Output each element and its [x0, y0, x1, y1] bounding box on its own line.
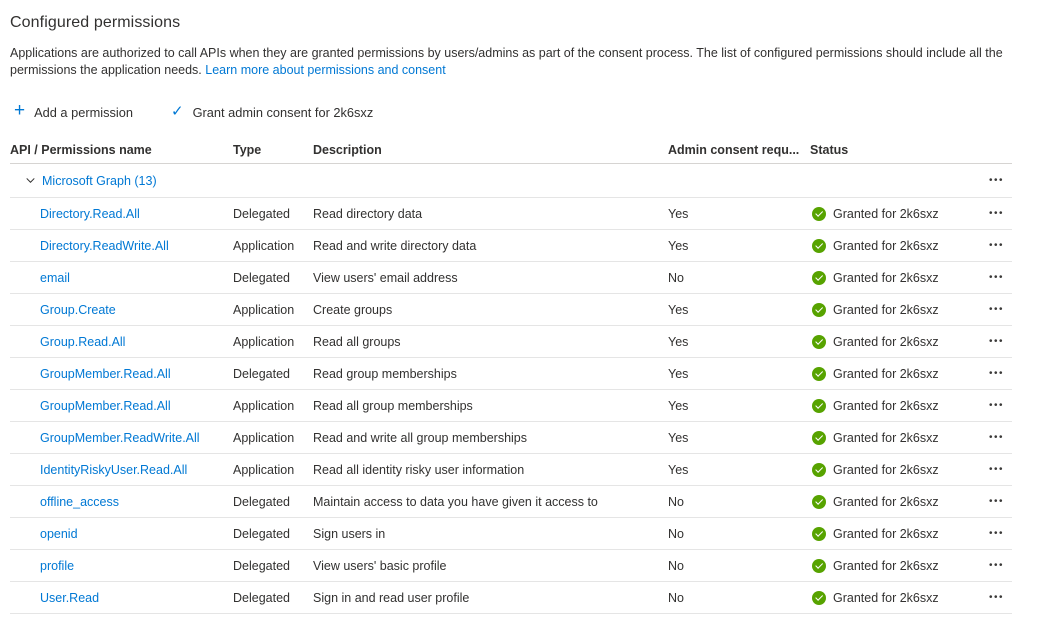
row-context-menu-button[interactable]: •••: [987, 430, 1006, 446]
admin-consent-required-value: Yes: [668, 334, 689, 349]
row-context-menu-button[interactable]: •••: [987, 398, 1006, 414]
permission-type: Application: [233, 430, 295, 445]
granted-check-icon: [812, 591, 826, 605]
admin-consent-required-value: Yes: [668, 398, 689, 413]
permission-status: [810, 559, 975, 573]
table-header-row: [10, 136, 1012, 164]
row-context-menu-button[interactable]: •••: [987, 558, 1006, 574]
table-row: [10, 390, 1012, 422]
permission-description: Maintain access to data you have given it access to: [313, 494, 598, 509]
status-text: Granted for 2k6sxz: [833, 398, 939, 413]
toolbar: [10, 100, 1047, 124]
row-context-menu-button[interactable]: •••: [987, 590, 1006, 606]
admin-consent-required-value: No: [668, 558, 684, 573]
page-description: [10, 45, 1010, 79]
table-row: [10, 454, 1012, 486]
permission-status: [810, 527, 975, 541]
row-context-menu-button[interactable]: •••: [987, 526, 1006, 542]
permission-name-link[interactable]: profile: [40, 558, 75, 573]
permission-type: Delegated: [233, 526, 290, 541]
admin-consent-required-value: Yes: [668, 238, 689, 253]
page-description-text: Applications are authorized to call APIs when they are granted permissions by users/admins as part of the consent process. The list of configured permissions should include all the permissions the application needs.: [10, 46, 1003, 77]
permission-type: Delegated: [233, 366, 290, 381]
table-row: [10, 518, 1012, 550]
table-row: [10, 198, 1012, 230]
permission-status: [810, 463, 975, 477]
granted-check-icon: [812, 463, 826, 477]
permission-status: [810, 399, 975, 413]
permission-type: Delegated: [233, 270, 290, 285]
api-group-row[interactable]: [10, 164, 1012, 198]
permission-description: Read all group memberships: [313, 398, 473, 413]
status-text: Granted for 2k6sxz: [833, 526, 939, 541]
permission-name-link[interactable]: email: [40, 270, 70, 285]
permission-name-link[interactable]: Directory.Read.All: [40, 206, 140, 221]
permission-name-link[interactable]: IdentityRiskyUser.Read.All: [40, 462, 188, 477]
permission-type: Application: [233, 302, 295, 317]
table-row: [10, 358, 1012, 390]
permission-status: [810, 431, 975, 445]
permission-name-link[interactable]: GroupMember.Read.All: [40, 398, 171, 413]
permission-type: Delegated: [233, 558, 290, 573]
permission-status: [810, 495, 975, 509]
table-row: [10, 294, 1012, 326]
admin-consent-required-value: Yes: [668, 462, 689, 477]
granted-check-icon: [812, 495, 826, 509]
column-header-admin-consent-required: Admin consent requ...: [668, 142, 800, 157]
permission-name-link[interactable]: Directory.ReadWrite.All: [40, 238, 169, 253]
chevron-down-icon[interactable]: [24, 174, 37, 187]
table-row: [10, 486, 1012, 518]
status-text: Granted for 2k6sxz: [833, 366, 939, 381]
permission-description: Read and write directory data: [313, 238, 477, 253]
plus-icon: +: [14, 100, 26, 121]
permission-type: Application: [233, 398, 295, 413]
granted-check-icon: [812, 239, 826, 253]
api-group-link[interactable]: Microsoft Graph (13): [42, 173, 157, 188]
granted-check-icon: [812, 335, 826, 349]
admin-consent-required-value: Yes: [668, 206, 689, 221]
status-text: Granted for 2k6sxz: [833, 462, 939, 477]
granted-check-icon: [812, 559, 826, 573]
status-text: Granted for 2k6sxz: [833, 558, 939, 573]
granted-check-icon: [812, 431, 826, 445]
row-context-menu-button[interactable]: •••: [987, 462, 1006, 478]
permission-status: [810, 239, 975, 253]
permission-status: [810, 335, 975, 349]
permission-description: View users' email address: [313, 270, 458, 285]
page-title: Configured permissions: [10, 14, 181, 31]
permission-description: Create groups: [313, 302, 393, 317]
permission-description: Read group memberships: [313, 366, 457, 381]
grant-admin-consent-label: Grant admin consent for 2k6sxz: [192, 104, 374, 120]
permission-description: View users' basic profile: [313, 558, 447, 573]
permission-name-link[interactable]: openid: [40, 526, 78, 541]
table-row: [10, 230, 1012, 262]
permission-description: Read all groups: [313, 334, 401, 349]
permission-status: [810, 591, 975, 605]
permission-type: Delegated: [233, 494, 290, 509]
row-context-menu-button[interactable]: •••: [987, 270, 1006, 286]
granted-check-icon: [812, 303, 826, 317]
add-permission-label: Add a permission: [34, 104, 133, 120]
admin-consent-required-value: Yes: [668, 302, 689, 317]
permission-type: Delegated: [233, 206, 290, 221]
granted-check-icon: [812, 527, 826, 541]
permission-type: Application: [233, 462, 295, 477]
row-context-menu-button[interactable]: •••: [987, 494, 1006, 510]
permission-name-link[interactable]: GroupMember.ReadWrite.All: [40, 430, 200, 445]
permission-status: [810, 207, 975, 221]
table-row: [10, 262, 1012, 294]
admin-consent-required-value: Yes: [668, 366, 689, 381]
row-context-menu-button[interactable]: •••: [987, 302, 1006, 318]
row-context-menu-button[interactable]: •••: [987, 366, 1006, 382]
permissions-rows: [10, 198, 1012, 614]
status-text: Granted for 2k6sxz: [833, 238, 939, 253]
admin-consent-required-value: No: [668, 270, 684, 285]
status-text: Granted for 2k6sxz: [833, 494, 939, 509]
granted-check-icon: [812, 271, 826, 285]
admin-consent-required-value: Yes: [668, 430, 689, 445]
permission-description: Read directory data: [313, 206, 423, 221]
table-row: [10, 422, 1012, 454]
column-header-description: Description: [313, 142, 382, 157]
admin-consent-required-value: No: [668, 494, 684, 509]
group-context-menu-button[interactable]: •••: [987, 173, 1006, 189]
grant-admin-consent-button[interactable]: [167, 102, 377, 122]
permission-type: Delegated: [233, 590, 290, 605]
add-permission-button[interactable]: [10, 102, 137, 122]
permission-name-link[interactable]: Group.Read.All: [40, 334, 126, 349]
granted-check-icon: [812, 367, 826, 381]
row-context-menu-button[interactable]: •••: [987, 206, 1006, 222]
table-row: [10, 550, 1012, 582]
status-text: Granted for 2k6sxz: [833, 590, 939, 605]
column-header-type: Type: [233, 142, 262, 157]
permission-description: Read and write all group memberships: [313, 430, 527, 445]
permission-name-link[interactable]: offline_access: [40, 494, 119, 509]
learn-more-link[interactable]: Learn more about permissions and consent: [205, 63, 446, 77]
status-text: Granted for 2k6sxz: [833, 302, 939, 317]
permissions-table: [10, 136, 1012, 614]
admin-consent-required-value: No: [668, 590, 684, 605]
permission-name-link[interactable]: User.Read: [40, 590, 100, 605]
status-text: Granted for 2k6sxz: [833, 334, 939, 349]
row-context-menu-button[interactable]: •••: [987, 334, 1006, 350]
permission-name-link[interactable]: Group.Create: [40, 302, 116, 317]
table-row: [10, 326, 1012, 358]
permission-description: Sign users in: [313, 526, 386, 541]
permission-type: Application: [233, 334, 295, 349]
permission-status: [810, 367, 975, 381]
permission-status: [810, 303, 975, 317]
column-header-status: Status: [810, 142, 849, 157]
permission-type: Application: [233, 238, 295, 253]
granted-check-icon: [812, 207, 826, 221]
status-text: Granted for 2k6sxz: [833, 430, 939, 445]
permission-status: [810, 271, 975, 285]
permission-description: Read all identity risky user information: [313, 462, 525, 477]
row-context-menu-button[interactable]: •••: [987, 238, 1006, 254]
column-header-api-permissions-name: API / Permissions name: [10, 142, 152, 157]
table-row: [10, 582, 1012, 614]
admin-consent-required-value: No: [668, 526, 684, 541]
status-text: Granted for 2k6sxz: [833, 206, 939, 221]
permission-description: Sign in and read user profile: [313, 590, 470, 605]
granted-check-icon: [812, 399, 826, 413]
permission-name-link[interactable]: GroupMember.Read.All: [40, 366, 171, 381]
checkmark-icon: ✓: [170, 103, 184, 120]
status-text: Granted for 2k6sxz: [833, 270, 939, 285]
